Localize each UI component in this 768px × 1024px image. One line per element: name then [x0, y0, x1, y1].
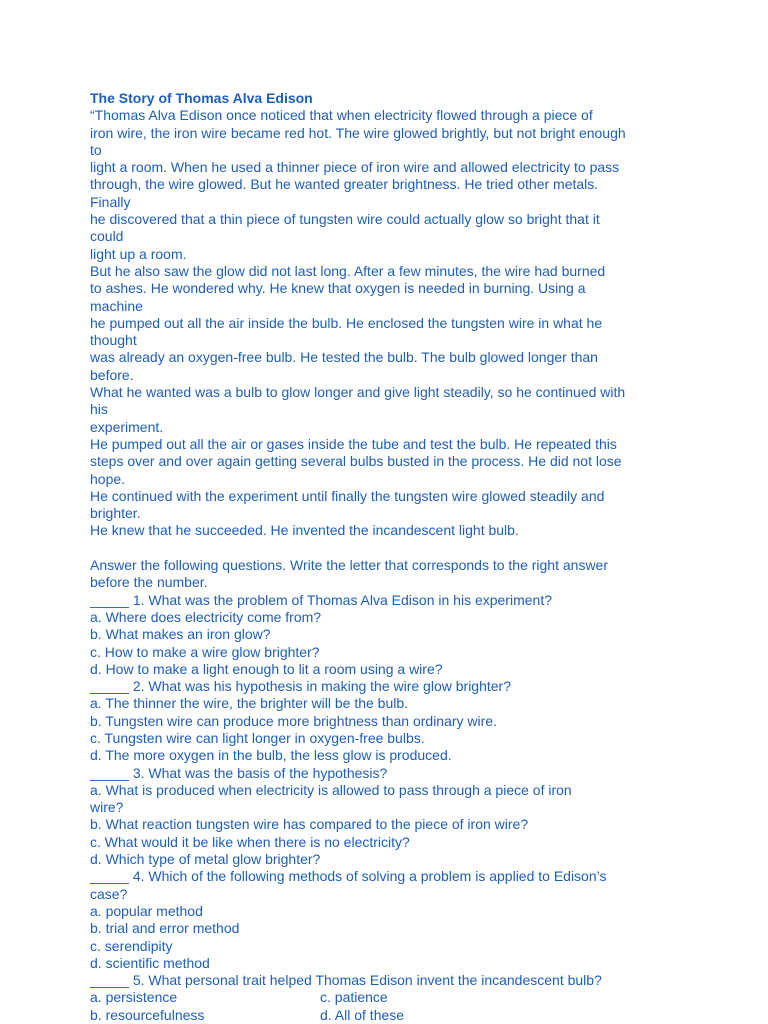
story-line: brighter. — [90, 505, 141, 522]
story-line: light a room. When he used a thinner piece of iron wire and allowed electricity to pass — [90, 159, 620, 176]
choice-d: d. All of these — [320, 1006, 405, 1023]
question-text-continued: case? — [90, 885, 128, 902]
choice-b: b. What reaction tungsten wire has compared to the piece of iron wire? — [90, 816, 529, 833]
paragraph-gap — [90, 540, 680, 557]
choice-a: a. The thinner the wire, the brighter will be the bulb. — [90, 695, 409, 712]
story-line: He pumped out all the air or gases inside the tube and test the bulb. He repeated this — [90, 435, 617, 452]
instructions — [90, 557, 680, 592]
choice-c: c. Tungsten wire can light longer in oxygen-free bulbs. — [90, 729, 425, 746]
question-5 — [90, 972, 680, 1024]
choice-c: c. patience — [320, 989, 388, 1006]
story-line: machine — [90, 297, 143, 314]
story-line: What he wanted was a bulb to glow longer and give light steadily, so he continued with — [90, 384, 626, 401]
question-text: _____ 4. Which of the following methods of solving a problem is applied to Edison’s — [90, 868, 607, 885]
choice-row — [90, 1007, 680, 1024]
instruction-line: before the number. — [90, 574, 208, 591]
story-line: He knew that he succeeded. He invented the incandescent light bulb. — [90, 522, 519, 539]
story-line: before. — [90, 366, 134, 383]
story-line: Finally — [90, 193, 131, 210]
story-line: experiment. — [90, 418, 164, 435]
choice-c: c. What would it be like when there is no electricity? — [90, 833, 410, 850]
question-text: _____ 5. What personal trait helped Thomas Edison invent the incandescent bulb? — [90, 972, 602, 989]
choice-c: c. How to make a wire glow brighter? — [90, 643, 320, 660]
story-line: he discovered that a thin piece of tungsten wire could actually glow so bright that it — [90, 211, 600, 228]
question-2 — [90, 678, 680, 764]
choice-b: b. What makes an iron glow? — [90, 626, 271, 643]
question-1 — [90, 592, 680, 678]
story-line: hope. — [90, 470, 126, 487]
question-text: _____ 3. What was the basis of the hypothesis? — [90, 764, 388, 781]
story-line: But he also saw the glow did not last long. After a few minutes, the wire had burned — [90, 262, 606, 279]
choice-d: d. The more oxygen in the bulb, the less glow is produced. — [90, 747, 452, 764]
choice-a: a. What is produced when electricity is allowed to pass through a piece of iron — [90, 781, 572, 798]
story-line: his — [90, 401, 108, 418]
choice-b: b. trial and error method — [90, 920, 240, 937]
story-line: light up a room. — [90, 245, 187, 262]
story-line: could — [90, 228, 124, 245]
story-line: thought — [90, 332, 137, 349]
choice-row — [90, 989, 680, 1006]
instruction-line: Answer the following questions. Write the letter that corresponds to the right answer — [90, 557, 609, 574]
story-line: to ashes. He wondered why. He knew that oxygen is needed in burning. Using a — [90, 280, 586, 297]
story-body — [90, 107, 680, 539]
story-line: was already an oxygen-free bulb. He tested the bulb. The bulb glowed longer than — [90, 349, 598, 366]
story-line: to — [90, 141, 102, 158]
choice-c: c. serendipity — [90, 937, 173, 954]
story-title: The Story of Thomas Alva Edison — [90, 90, 313, 106]
choice-a-continued: wire? — [90, 799, 124, 816]
document-page — [90, 90, 680, 1024]
story-line: he pumped out all the air inside the bulb. He enclosed the tungsten wire in what he — [90, 314, 603, 331]
choice-d: d. scientific method — [90, 954, 210, 971]
story-line: iron wire, the iron wire became red hot. The wire glowed brightly, but not bright enough — [90, 124, 626, 141]
story-line: steps over and over again getting several bulbs busted in the process. He did not lose — [90, 453, 622, 470]
question-text: _____ 2. What was his hypothesis in making the wire glow brighter? — [90, 678, 511, 695]
choice-d: d. How to make a light enough to lit a room using a wire? — [90, 660, 443, 677]
choice-d: d. Which type of metal glow brighter? — [90, 851, 321, 868]
choice-a: a. Where does electricity come from? — [90, 608, 322, 625]
choice-b: b. Tungsten wire can produce more brightness than ordinary wire. — [90, 712, 497, 729]
choice-b: b. resourcefulness — [90, 1006, 205, 1023]
story-line: He continued with the experiment until finally the tungsten wire glowed steadily and — [90, 487, 605, 504]
question-3 — [90, 765, 680, 869]
choice-a: a. popular method — [90, 902, 203, 919]
question-text: _____ 1. What was the problem of Thomas Alva Edison in his experiment? — [90, 591, 552, 608]
choice-a: a. persistence — [90, 989, 178, 1006]
story-line: through, the wire glowed. But he wanted greater brightness. He tried other metals. — [90, 176, 599, 193]
story-line: “Thomas Alva Edison once noticed that when electricity flowed through a piece of — [90, 107, 593, 124]
question-4 — [90, 868, 680, 972]
